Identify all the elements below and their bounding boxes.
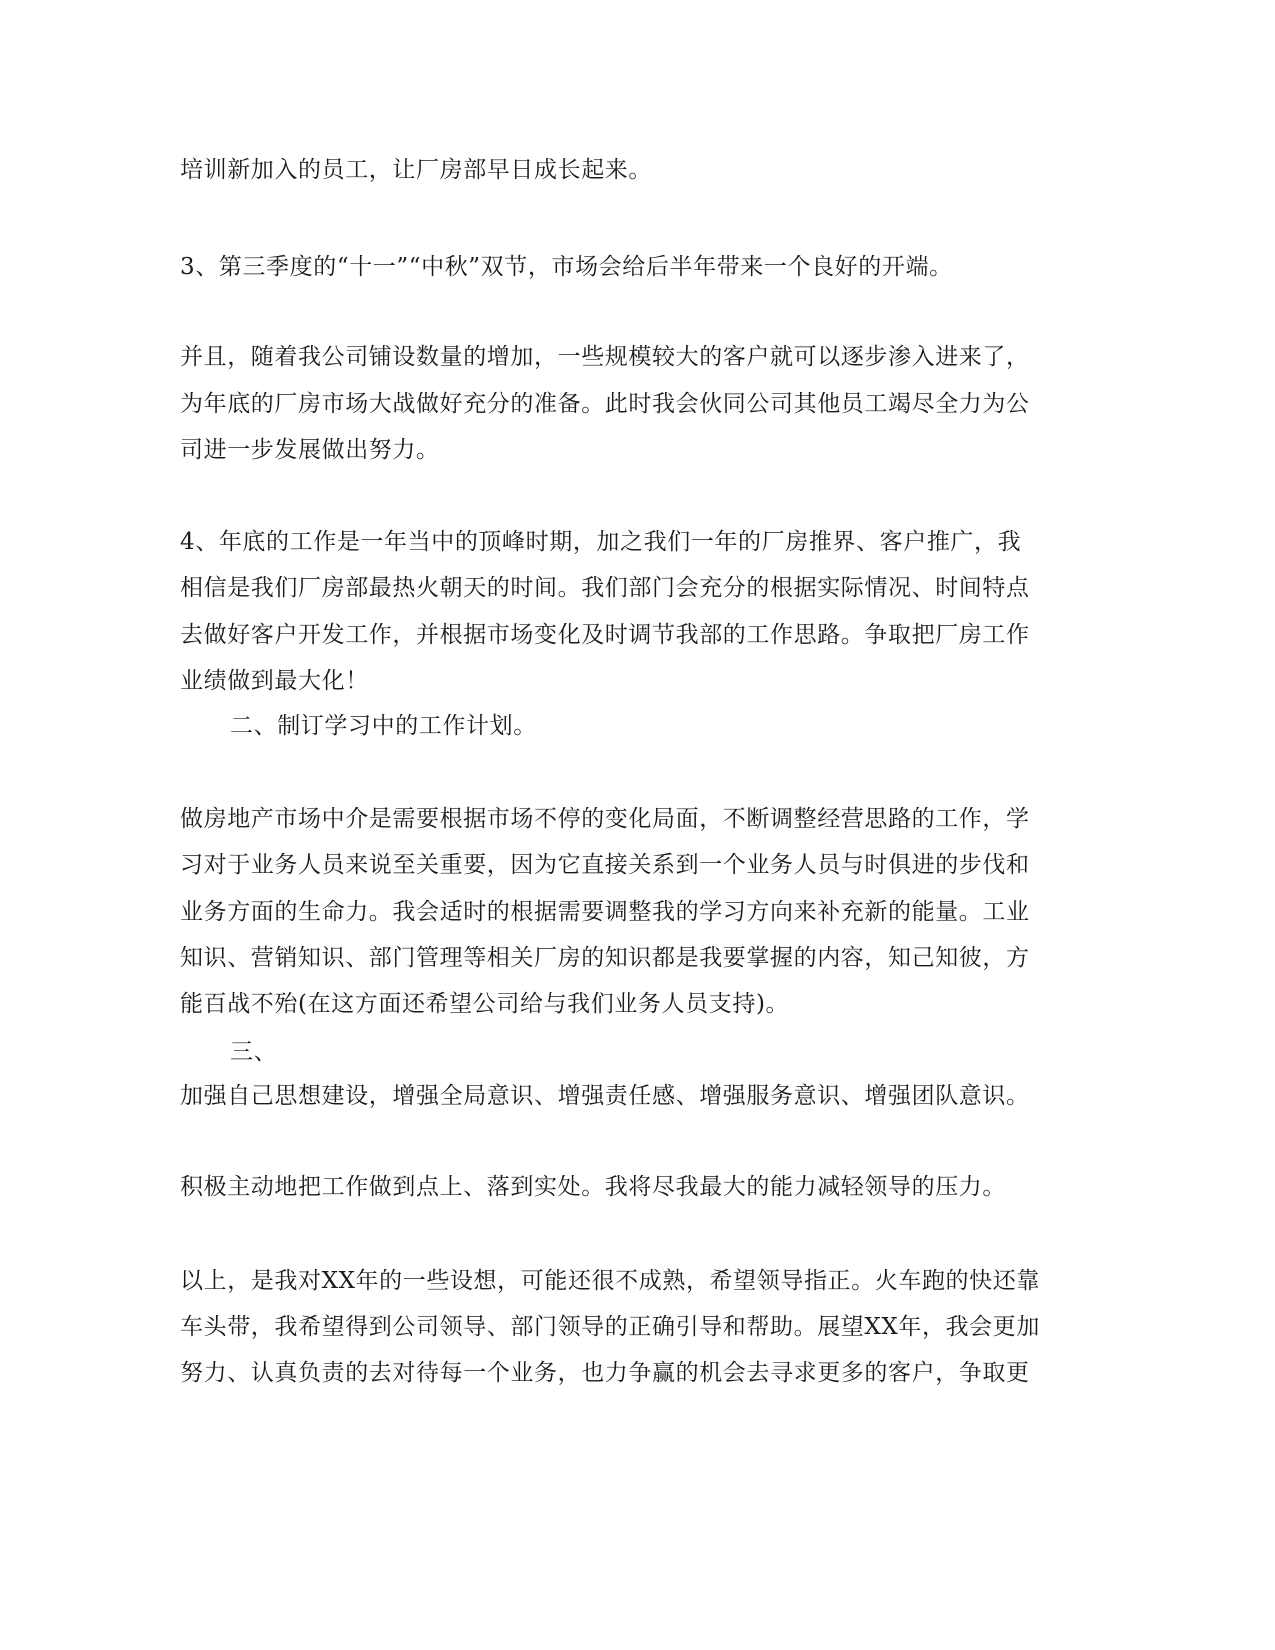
paragraph-line: 努力、认真负责的去对待每一个业务，也力争赢的机会去寻求更多的客户，争取更 — [180, 1360, 1030, 1386]
paragraph-line: 车头带，我希望得到公司领导、部门领导的正确引导和帮助。展望XX年，我会更加 — [180, 1314, 1040, 1340]
paragraph-line: 去做好客户开发工作，并根据市场变化及时调节我部的工作思路。争取把厂房工作 — [180, 622, 1030, 648]
paragraph-line: 并且，随着我公司铺设数量的增加，一些规模较大的客户就可以逐步渗入进来了， — [180, 344, 1030, 370]
section-heading: 二、制订学习中的工作计划。 — [230, 713, 537, 739]
paragraph-line: 4、年底的工作是一年当中的顶峰时期，加之我们一年的厂房推界、客户推广，我 — [180, 529, 1022, 555]
paragraph-line: 以上，是我对XX年的一些设想，可能还很不成熟，希望领导指正。火车跑的快还靠 — [180, 1268, 1040, 1294]
paragraph-line: 加强自己思想建设，增强全局意识、增强责任感、增强服务意识、增强团队意识。 — [180, 1083, 1030, 1109]
paragraph-line: 培训新加入的员工，让厂房部早日成长起来。 — [180, 157, 652, 183]
paragraph-line: 做房地产市场中介是需要根据市场不停的变化局面，不断调整经营思路的工作，学 — [180, 806, 1030, 832]
section-heading: 三、 — [230, 1039, 278, 1065]
paragraph-line: 知识、营销知识、部门管理等相关厂房的知识都是我要掌握的内容，知己知彼，方 — [180, 945, 1030, 971]
paragraph-line: 积极主动地把工作做到点上、落到实处。我将尽我最大的能力减轻领导的压力。 — [180, 1174, 1006, 1200]
paragraph-line: 相信是我们厂房部最热火朝天的时间。我们部门会充分的根据实际情况、时间特点 — [180, 575, 1030, 601]
paragraph-line: 3、第三季度的“十一”“中秋”双节，市场会给后半年带来一个良好的开端。 — [180, 254, 953, 280]
paragraph-line: 为年底的厂房市场大战做好充分的准备。此时我会伙同公司其他员工竭尽全力为公 — [180, 391, 1030, 417]
paragraph-line: 能百战不殆(在这方面还希望公司给与我们业务人员支持)。 — [180, 991, 790, 1017]
paragraph-line: 司进一步发展做出努力。 — [180, 437, 440, 463]
paragraph-line: 习对于业务人员来说至关重要，因为它直接关系到一个业务人员与时俱进的步伐和 — [180, 852, 1030, 878]
paragraph-line: 业绩做到最大化！ — [180, 668, 369, 694]
paragraph-line: 业务方面的生命力。我会适时的根据需要调整我的学习方向来补充新的能量。工业 — [180, 899, 1030, 925]
